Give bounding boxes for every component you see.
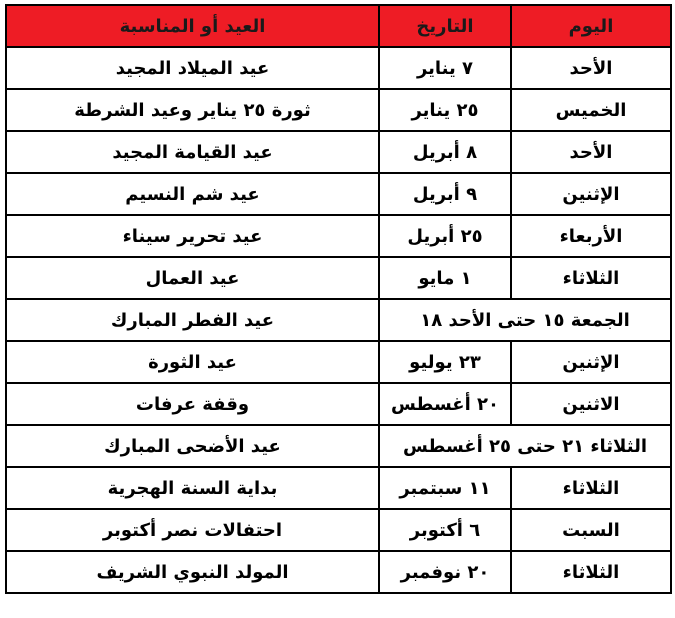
- cell-day: الثلاثاء: [511, 467, 671, 509]
- table-row: [6, 509, 671, 551]
- table-row: [6, 383, 671, 425]
- cell-event: وقفة عرفات: [6, 383, 379, 425]
- cell-day: الثلاثاء: [511, 551, 671, 593]
- cell-event: عيد العمال: [6, 257, 379, 299]
- table-row: [6, 257, 671, 299]
- cell-event: عيد الميلاد المجيد: [6, 47, 379, 89]
- table-row: [6, 551, 671, 593]
- cell-event: عيد تحرير سيناء: [6, 215, 379, 257]
- holidays-table-wrapper: [5, 4, 670, 594]
- cell-day: الأحد: [511, 47, 671, 89]
- cell-day: الخميس: [511, 89, 671, 131]
- table-row: [6, 299, 671, 341]
- table-row: [6, 47, 671, 89]
- cell-day-date-merged: الجمعة ١٥ حتى الأحد ١٨: [379, 299, 671, 341]
- table-row: [6, 131, 671, 173]
- cell-date: ٢٠ أغسطس: [379, 383, 511, 425]
- table-row: [6, 89, 671, 131]
- cell-date: ٢٥ أبريل: [379, 215, 511, 257]
- cell-event: عيد شم النسيم: [6, 173, 379, 215]
- header-date: التاريخ: [379, 5, 511, 47]
- header-event: العيد أو المناسبة: [6, 5, 379, 47]
- cell-date: ٢٣ يوليو: [379, 341, 511, 383]
- cell-event: ثورة ٢٥ يناير وعيد الشرطة: [6, 89, 379, 131]
- cell-date: ٩ أبريل: [379, 173, 511, 215]
- cell-date: ١ مايو: [379, 257, 511, 299]
- table-row: [6, 467, 671, 509]
- cell-day: الأحد: [511, 131, 671, 173]
- table-row: [6, 425, 671, 467]
- cell-event: عيد الفطر المبارك: [6, 299, 379, 341]
- cell-day: السبت: [511, 509, 671, 551]
- table-row: [6, 215, 671, 257]
- cell-event: احتفالات نصر أكتوبر: [6, 509, 379, 551]
- cell-event: المولد النبوي الشريف: [6, 551, 379, 593]
- cell-date: ٢٥ يناير: [379, 89, 511, 131]
- cell-date: ١١ سبتمبر: [379, 467, 511, 509]
- cell-day: الإثنين: [511, 173, 671, 215]
- cell-date: ٧ يناير: [379, 47, 511, 89]
- cell-event: عيد الثورة: [6, 341, 379, 383]
- holidays-table: [5, 4, 672, 594]
- cell-date: ٢٠ نوفمبر: [379, 551, 511, 593]
- table-row: [6, 173, 671, 215]
- cell-date: ٦ أكتوبر: [379, 509, 511, 551]
- cell-day: الأربعاء: [511, 215, 671, 257]
- header-day: اليوم: [511, 5, 671, 47]
- cell-day: الإثنين: [511, 341, 671, 383]
- cell-event: بداية السنة الهجرية: [6, 467, 379, 509]
- cell-day-date-merged: الثلاثاء ٢١ حتى ٢٥ أغسطس: [379, 425, 671, 467]
- cell-date: ٨ أبريل: [379, 131, 511, 173]
- cell-event: عيد الأضحى المبارك: [6, 425, 379, 467]
- table-header-row: [6, 5, 671, 47]
- table-row: [6, 341, 671, 383]
- cell-event: عيد القيامة المجيد: [6, 131, 379, 173]
- cell-day: الثلاثاء: [511, 257, 671, 299]
- cell-day: الاثنين: [511, 383, 671, 425]
